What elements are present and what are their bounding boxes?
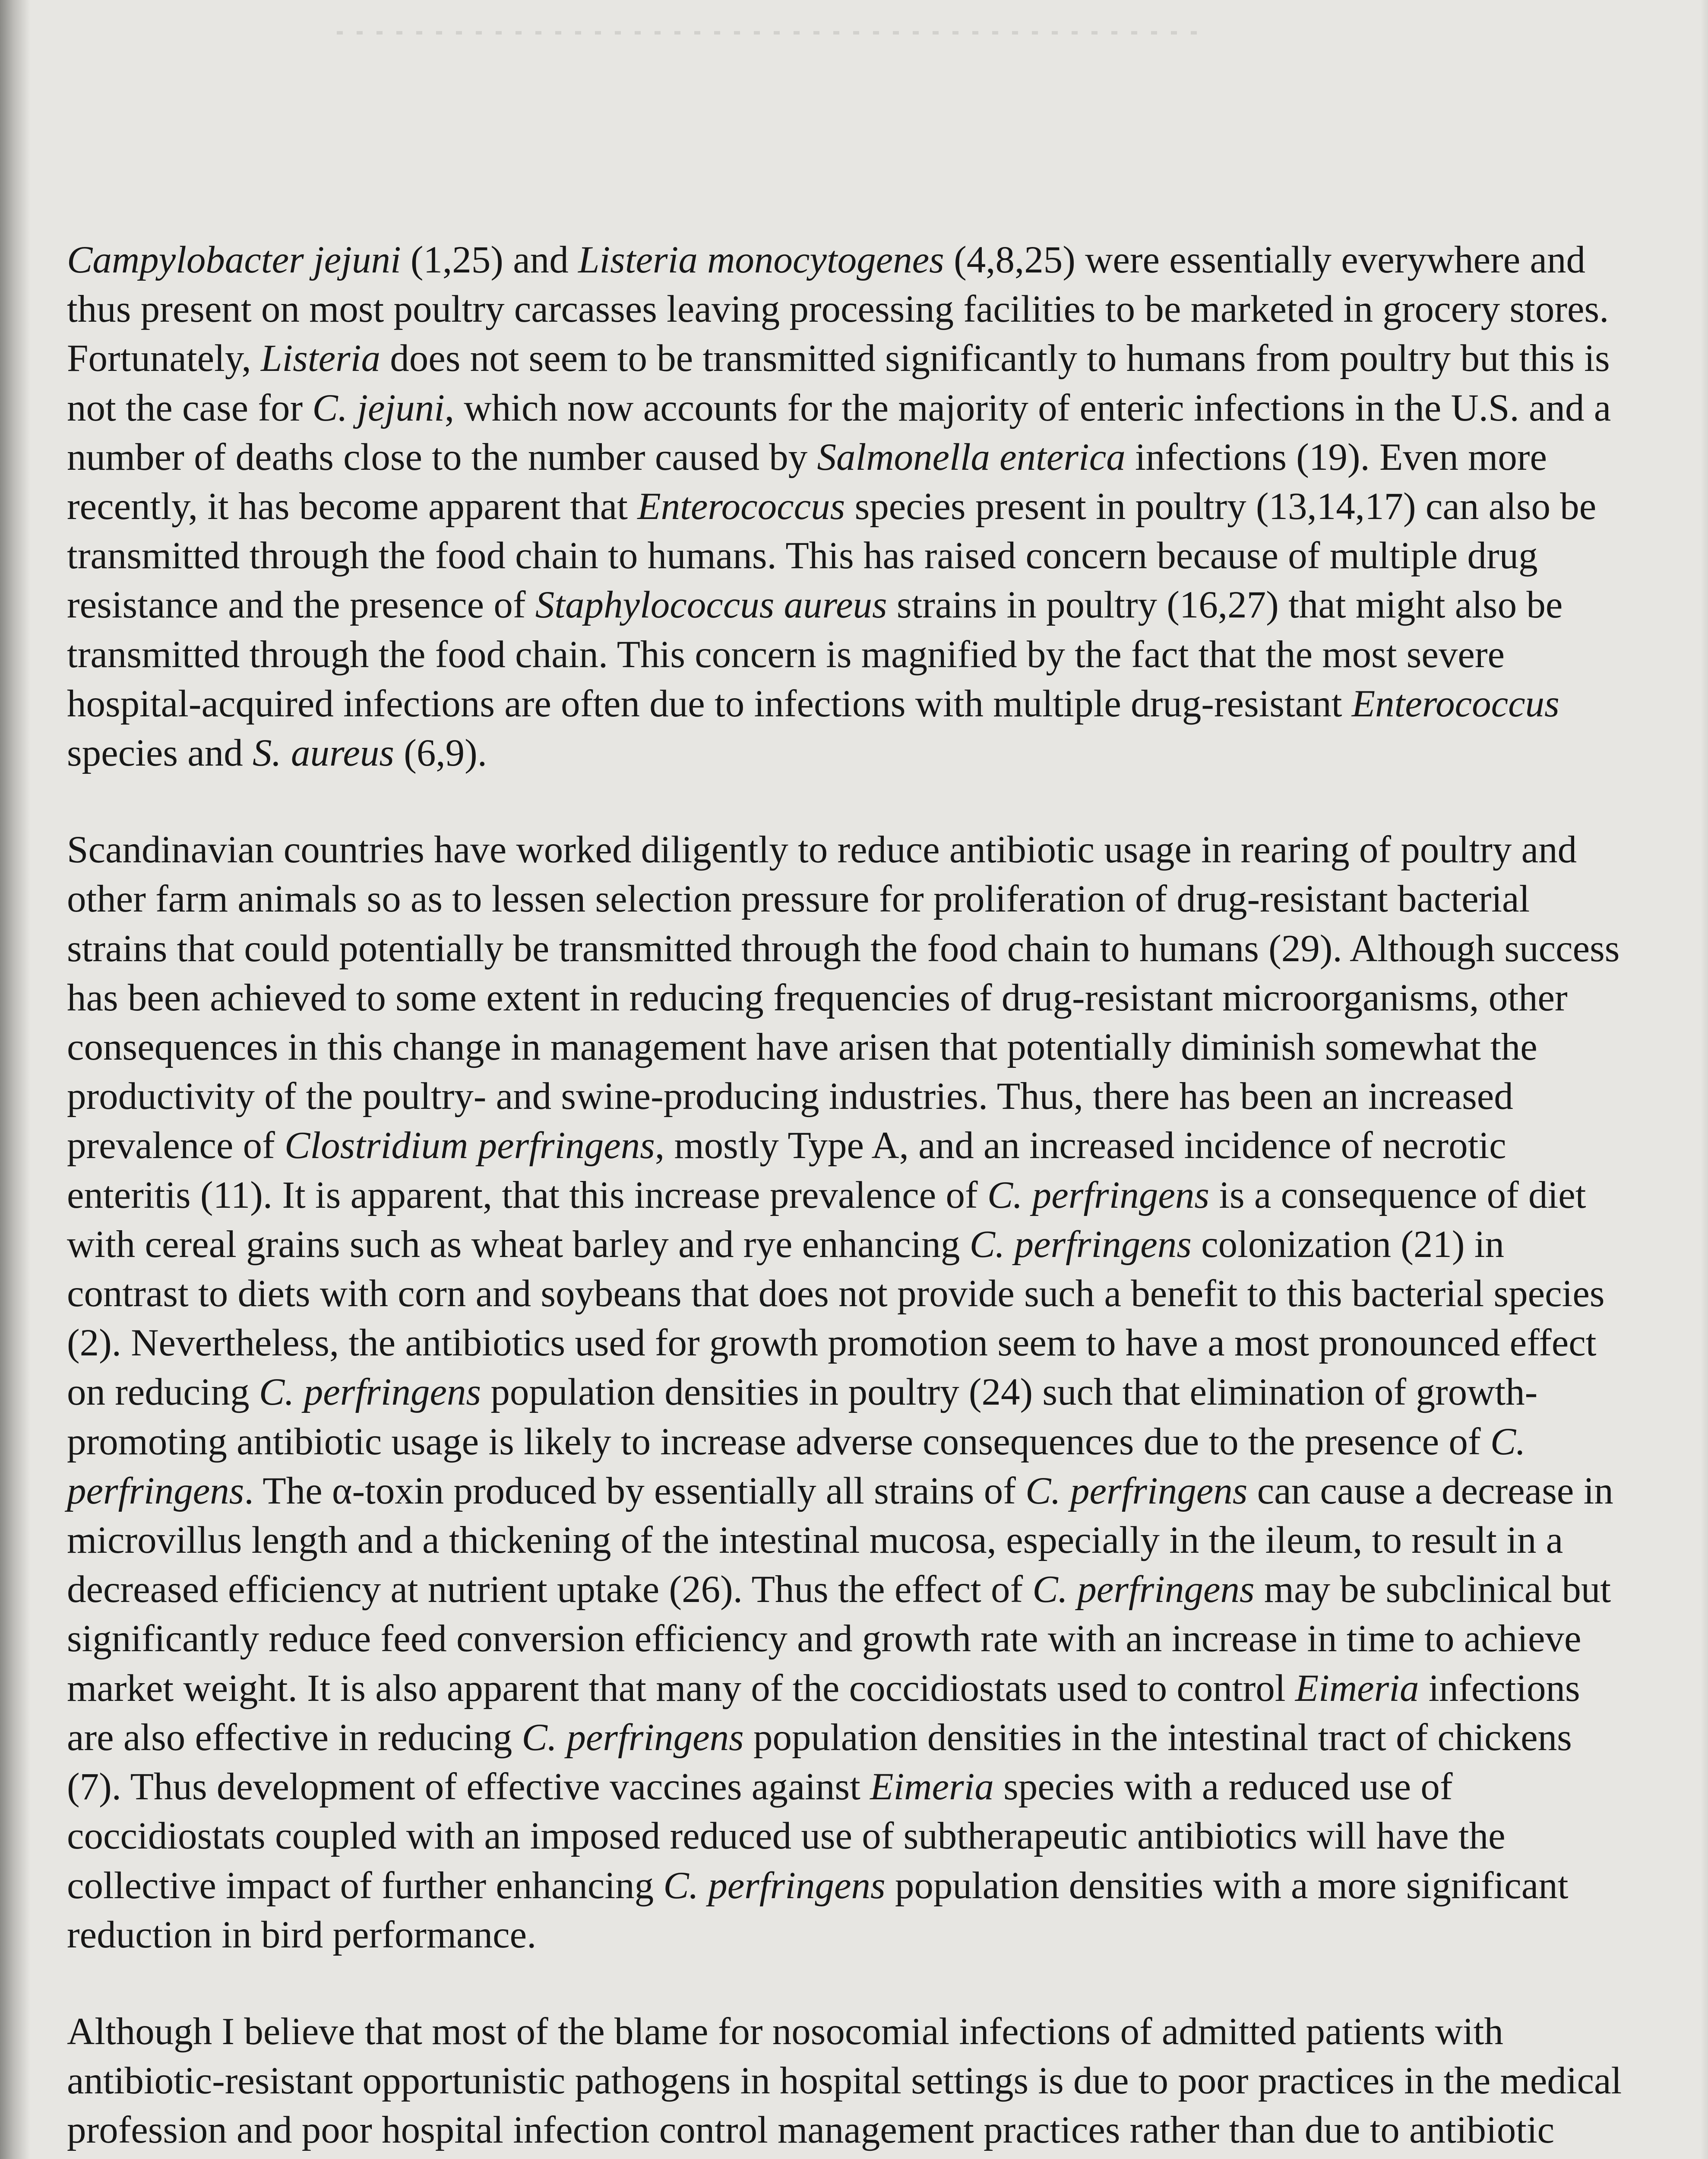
scan-right-edge <box>1700 0 1708 2159</box>
italic-term: Enterococcus <box>1351 682 1559 725</box>
text-run: (1,25) and <box>401 239 578 281</box>
text-run: is a consequence of diet with cereal grains such as wheat barley and rye enhancing <box>67 1174 1586 1266</box>
italic-term: Clostridium perfringens <box>285 1124 655 1167</box>
italic-term: Eimeria <box>1295 1667 1419 1709</box>
text-run: population densities with a more significant reduction in bird performance. <box>67 1864 1569 1956</box>
italic-term: C. perfringens <box>1032 1568 1255 1611</box>
italic-term: S. aureus <box>253 732 394 775</box>
paragraph-campylobacter <box>67 235 1630 778</box>
text-run: (4,8,25) were essentially everywhere and thus present on most poultry carcasses leaving processing facilities to be marketed in grocery stores. Fortunately, <box>67 239 1609 380</box>
text-run: , mostly Type A, and an increased incidence of necrotic enteritis (11). It is apparent, that this increase prevalence of <box>67 1124 1506 1216</box>
italic-term: C. perfringens <box>522 1716 744 1759</box>
italic-term: Enterococcus <box>637 485 845 528</box>
italic-term: C. perfringens <box>663 1864 886 1907</box>
italic-term: C. jejuni <box>312 386 445 429</box>
text-run: strains in poultry (16,27) that might also be transmitted through the food chain. This concern is magnified by the fact that the most severe hospital-acquired infections are often due to infections with multiple drug-resistant <box>67 584 1563 725</box>
italic-term: Listeria <box>261 337 380 380</box>
text-run: species with a reduced use of coccidiostats coupled with an imposed reduced use of subtherapeutic antibiotics will have the collective impact of further enhancing <box>67 1766 1506 1907</box>
text-run: infections are also effective in reducing <box>67 1667 1580 1759</box>
italic-term: Listeria monocytogenes <box>578 239 944 281</box>
italic-term: Eimeria <box>870 1766 994 1808</box>
scan-bleed-through <box>337 31 1200 35</box>
text-run: can cause a decrease in microvillus length and a thickening of the intestinal mucosa, especially in the ileum, to result in a decreased efficiency at nutrient uptake (26). Thus the effect of <box>67 1469 1613 1611</box>
body-text <box>67 235 1630 2159</box>
italic-term: C. perfringens <box>987 1174 1210 1216</box>
text-run: species present in poultry (13,14,17) can also be transmitted through the food chain to humans. This has raised concern because of multiple drug resistance and the presence of <box>67 485 1597 627</box>
italic-term: Staphylococcus aureus <box>535 584 887 627</box>
italic-term: C. perfringens <box>67 1420 1526 1512</box>
text-run: infections (19). Even more recently, it has become apparent that <box>67 436 1547 528</box>
text-run: (6,9). <box>394 732 487 775</box>
text-run: does not seem to be transmitted significantly to humans from poultry but this is not the case for <box>67 337 1610 429</box>
text-run: population densities in poultry (24) such that elimination of growth-promoting antibiotic usage is likely to increase adverse consequences due to the presence of <box>67 1371 1538 1463</box>
text-run: Scandinavian countries have worked diligently to reduce antibiotic usage in rearing of poultry and other farm animals so as to lessen selection pressure for proliferation of drug-resistant bacterial strains that could potentially be transmitted through the food chain to humans (29). Although success has been achieved to some extent in reducing frequencies of drug-resistant microorganisms, other consequences in this change in management have arisen that potentially diminish somewhat the productivity of the poultry- and swine-producing industries. Thus, there has been an increased prevalence of <box>67 829 1620 1167</box>
italic-term: Campylobacter jejuni <box>67 239 401 281</box>
italic-term: C. perfringens <box>1025 1469 1248 1512</box>
paragraph-scandinavian <box>67 825 1630 1960</box>
text-run: species and <box>67 732 253 775</box>
italic-term: C. perfringens <box>259 1371 481 1414</box>
text-run: may be subclinical but significantly reduce feed conversion efficiency and growth rate with an increase in time to achieve market weight. It is also apparent that many of the coccidiostats used to control <box>67 1568 1611 1709</box>
paragraph-nosocomial <box>67 2007 1630 2159</box>
text-run: . The α-toxin produced by essentially all strains of <box>244 1469 1026 1512</box>
text-run: population densities in the intestinal tract of chickens (7). Thus development of effective vaccines against <box>67 1716 1572 1808</box>
italic-term: Salmonella enterica <box>817 436 1126 478</box>
text-run: colonization (21) in contrast to diets with corn and soybeans that does not provide such a benefit to this bacterial species (2). Nevertheless, the antibiotics used for growth promotion seem to have a most pronounced effect on reducing <box>67 1223 1605 1414</box>
scan-left-edge-shadow <box>0 0 30 2159</box>
text-run: , which now accounts for the majority of enteric infections in the U.S. and a number of deaths close to the number caused by <box>67 386 1611 478</box>
text-run: Although I believe that most of the blame for nosocomial infections of admitted patients with antibiotic-resistant opportunistic pathogens in hospital settings is due to poor practices in the medical profession and poor hospital infection control management practices rather than due to antibiotic <box>67 2010 1622 2152</box>
italic-term: C. perfringens <box>969 1223 1192 1266</box>
